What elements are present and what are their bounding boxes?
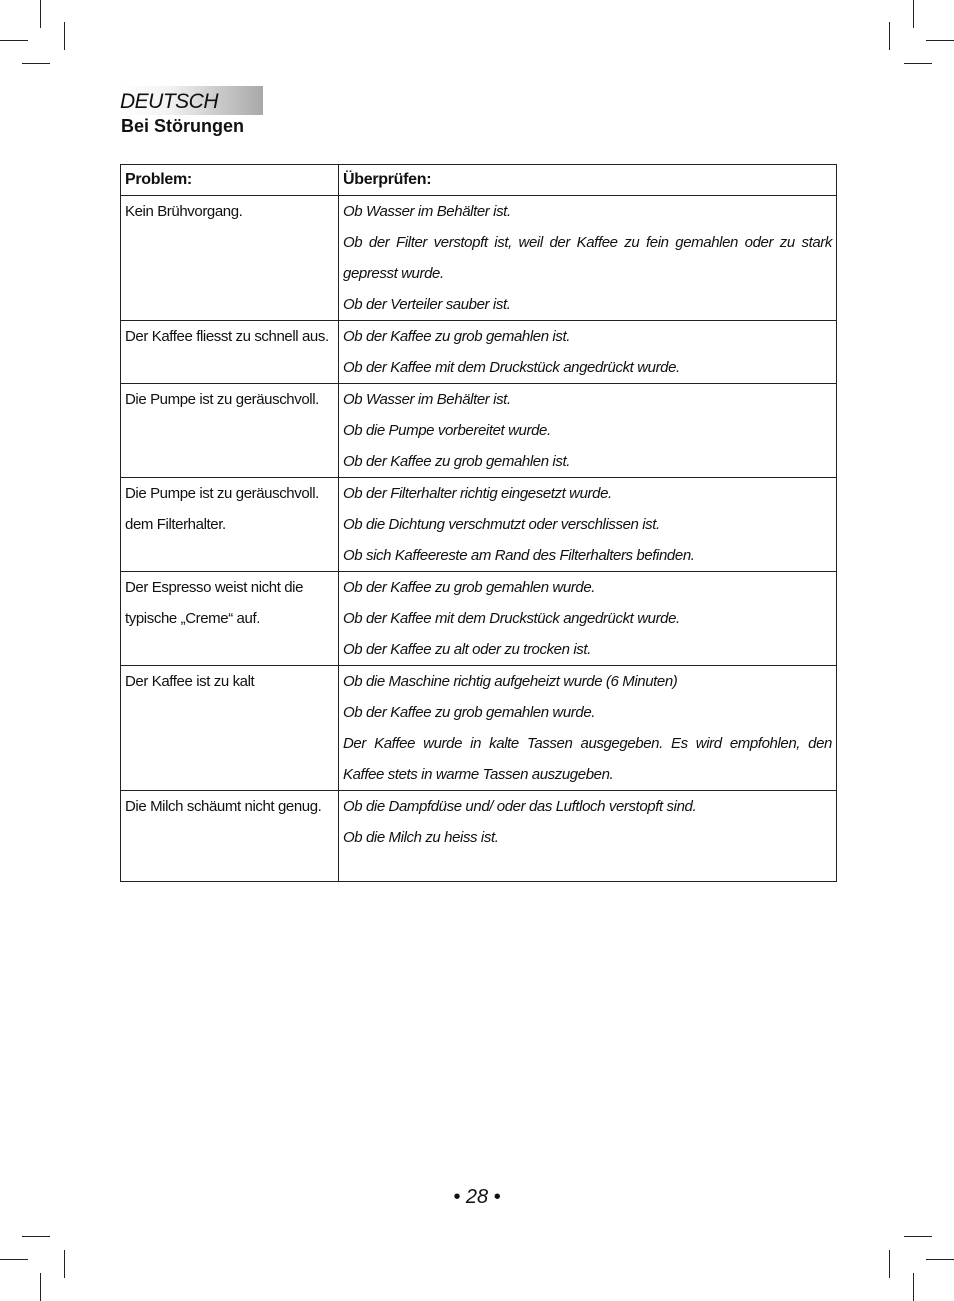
crop-mark xyxy=(0,40,28,41)
check-item: Ob der Kaffee zu grob gemahlen wurde. xyxy=(343,704,596,721)
table-row xyxy=(121,478,837,572)
check-item: Ob sich Kaffeereste am Rand des Filterhalters befinden. xyxy=(343,547,695,564)
problem-cell: Die Pumpe ist zu geräuschvoll. xyxy=(121,384,339,478)
crop-mark xyxy=(40,0,41,28)
language-tab xyxy=(120,86,263,115)
language-label: DEUTSCH xyxy=(120,90,219,113)
problem-cell: Der Espresso weist nicht die typische „Creme“ auf. xyxy=(121,572,339,666)
check-item: Ob die Dampfdüse und/ oder das Luftloch verstopft sind. xyxy=(343,798,697,815)
crop-mark xyxy=(0,1259,28,1260)
table-header-row xyxy=(121,165,837,196)
check-item: Ob Wasser im Behälter ist. xyxy=(343,391,511,408)
check-item: Ob die Dichtung verschmutzt oder verschlissen ist. xyxy=(343,516,660,533)
crop-mark xyxy=(889,22,890,50)
crop-mark xyxy=(889,1250,890,1278)
crop-mark xyxy=(64,22,65,50)
crop-mark xyxy=(926,1259,954,1260)
check-cell xyxy=(339,478,837,572)
check-item: Ob der Kaffee mit dem Druckstück angedrückt wurde. xyxy=(343,359,680,376)
table-row xyxy=(121,384,837,478)
problem-cell: Kein Brühvorgang. xyxy=(121,196,339,321)
problem-cell: Der Kaffee ist zu kalt xyxy=(121,666,339,791)
check-item: Ob der Kaffee zu grob gemahlen wurde. xyxy=(343,579,596,596)
table-row xyxy=(121,321,837,384)
crop-mark xyxy=(40,1273,41,1301)
section-title: Bei Störungen xyxy=(121,116,245,136)
check-item: Ob der Kaffee zu grob gemahlen ist. xyxy=(343,453,570,470)
check-item: Ob der Verteiler sauber ist. xyxy=(343,296,511,313)
check-cell xyxy=(339,666,837,791)
problem-cell: Die Pumpe ist zu geräuschvoll. dem Filterhalter. xyxy=(121,478,339,572)
table-row xyxy=(121,791,837,882)
check-item: Ob die Milch zu heiss ist. xyxy=(343,829,499,846)
crop-mark xyxy=(926,40,954,41)
problem-cell: Die Milch schäumt nicht genug. xyxy=(121,791,339,882)
table-row xyxy=(121,666,837,791)
crop-mark xyxy=(913,1273,914,1301)
troubleshooting-table xyxy=(120,164,837,882)
check-item: Der Kaffee wurde in kalte Tassen ausgegeben. Es wird empfohlen, den Kaffee stets in warme Tassen auszugeben. xyxy=(343,735,832,783)
check-item: Ob der Kaffee zu alt oder zu trocken ist. xyxy=(343,641,591,658)
check-cell xyxy=(339,321,837,384)
crop-mark xyxy=(904,1236,932,1237)
crop-mark xyxy=(913,0,914,28)
check-item: Ob der Kaffee mit dem Druckstück angedrückt wurde. xyxy=(343,610,680,627)
crop-mark xyxy=(22,1236,50,1237)
table-row xyxy=(121,196,837,321)
problem-cell: Der Kaffee fliesst zu schnell aus. xyxy=(121,321,339,384)
check-item: Ob Wasser im Behälter ist. xyxy=(343,203,511,220)
check-item: Ob der Kaffee zu grob gemahlen ist. xyxy=(343,328,570,345)
check-item: Ob der Filter verstopft ist, weil der Kaffee zu fein gemahlen oder zu stark gepresst wurde. xyxy=(343,234,832,282)
check-cell xyxy=(339,572,837,666)
check-item: Ob die Maschine richtig aufgeheizt wurde (6 Minuten) xyxy=(343,673,678,690)
crop-mark xyxy=(904,63,932,64)
check-cell xyxy=(339,791,837,882)
crop-mark xyxy=(64,1250,65,1278)
table-row xyxy=(121,572,837,666)
column-header-check: Überprüfen: xyxy=(339,165,837,196)
crop-mark xyxy=(22,63,50,64)
check-cell xyxy=(339,196,837,321)
page-number: • 28 • xyxy=(453,1186,501,1208)
check-cell xyxy=(339,384,837,478)
check-item: Ob die Pumpe vorbereitet wurde. xyxy=(343,422,551,439)
column-header-problem: Problem: xyxy=(121,165,339,196)
check-item: Ob der Filterhalter richtig eingesetzt wurde. xyxy=(343,485,612,502)
